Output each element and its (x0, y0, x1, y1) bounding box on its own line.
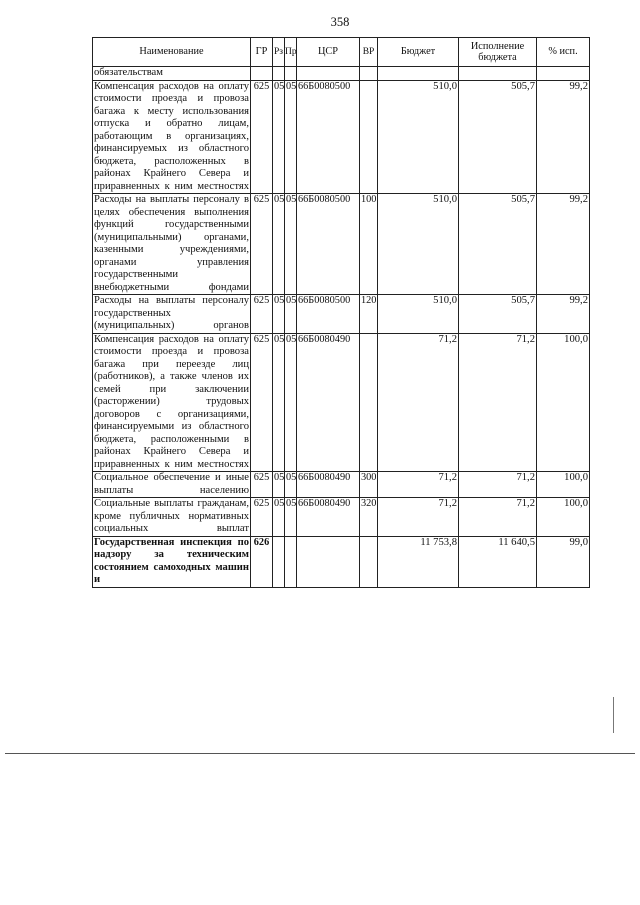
table-row (93, 498, 590, 537)
row-vr (360, 80, 378, 194)
row-name: Расходы на выплаты персоналу государственных (муниципальных) органов (94, 295, 249, 331)
row-percent: 99,2 (537, 295, 590, 334)
row-rz: 05 (273, 333, 285, 472)
table-row (93, 194, 590, 295)
header-name: Наименование (93, 38, 251, 67)
row-name: Государственная инспекция по надзору за техническим состоянием самоходных машин и (94, 536, 249, 585)
row-percent: 99,2 (537, 194, 590, 295)
row-csr (297, 67, 360, 81)
table-row (93, 333, 590, 472)
row-csr (297, 536, 360, 587)
row-execution: 11 640,5 (459, 536, 537, 587)
row-percent: 99,0 (537, 536, 590, 587)
row-vr: 120 (360, 295, 378, 334)
row-pr: 05 (285, 498, 297, 537)
row-name: Социальные выплаты гражданам, кроме публичных нормативных социальных выплат (94, 498, 249, 534)
row-csr: 66Б0080500 (297, 80, 360, 194)
row-vr: 300 (360, 472, 378, 498)
row-gr: 625 (251, 472, 273, 498)
table-header-row (93, 38, 590, 67)
row-name: Социальное обеспечение и иные выплаты населению (94, 472, 249, 496)
table-row (93, 536, 590, 587)
row-vr (360, 67, 378, 81)
row-pr: 05 (285, 194, 297, 295)
row-execution (459, 67, 537, 81)
row-pr: 05 (285, 80, 297, 194)
row-rz (273, 536, 285, 587)
row-rz: 05 (273, 295, 285, 334)
row-execution: 505,7 (459, 295, 537, 334)
row-vr (360, 536, 378, 587)
row-vr: 100 (360, 194, 378, 295)
row-name: обязательствам (93, 67, 251, 81)
row-budget (378, 67, 459, 81)
row-name: Расходы на выплаты персоналу в целях обеспечения выполнения функций государственными (муниципальными) органами, казенными учреждениями, органами управления государственными внебюджетными фондами (94, 194, 249, 293)
row-pr (285, 536, 297, 587)
row-rz: 05 (273, 472, 285, 498)
row-pr (285, 67, 297, 81)
row-gr: 625 (251, 194, 273, 295)
header-execution: Исполнение бюджета (459, 38, 537, 67)
row-budget: 510,0 (378, 80, 459, 194)
header-rz: Рз (273, 38, 285, 67)
row-execution: 71,2 (459, 472, 537, 498)
row-vr: 320 (360, 498, 378, 537)
header-gr: ГР (251, 38, 273, 67)
row-budget: 510,0 (378, 194, 459, 295)
row-pr: 05 (285, 295, 297, 334)
row-budget: 71,2 (378, 498, 459, 537)
row-execution: 71,2 (459, 498, 537, 537)
row-csr: 66Б0080490 (297, 498, 360, 537)
row-execution: 505,7 (459, 80, 537, 194)
row-budget: 71,2 (378, 472, 459, 498)
table-row (93, 295, 590, 334)
row-rz: 05 (273, 194, 285, 295)
row-budget: 11 753,8 (378, 536, 459, 587)
row-csr: 66Б0080490 (297, 333, 360, 472)
row-percent: 100,0 (537, 498, 590, 537)
header-budget: Бюджет (378, 38, 459, 67)
scan-margin-line (613, 697, 614, 733)
row-percent (537, 67, 590, 81)
page-bottom-divider (5, 753, 635, 754)
table-row (93, 472, 590, 498)
row-execution: 505,7 (459, 194, 537, 295)
row-budget: 71,2 (378, 333, 459, 472)
row-gr: 625 (251, 498, 273, 537)
row-rz: 05 (273, 498, 285, 537)
row-pr: 05 (285, 472, 297, 498)
row-gr: 625 (251, 295, 273, 334)
header-vr: ВР (360, 38, 378, 67)
row-csr: 66Б0080500 (297, 295, 360, 334)
row-csr: 66Б0080490 (297, 472, 360, 498)
row-percent: 100,0 (537, 472, 590, 498)
header-csr: ЦСР (297, 38, 360, 67)
row-execution: 71,2 (459, 333, 537, 472)
row-gr: 625 (251, 80, 273, 194)
row-percent: 99,2 (537, 80, 590, 194)
budget-execution-table (92, 37, 590, 588)
row-rz: 05 (273, 80, 285, 194)
row-gr (251, 67, 273, 81)
row-gr: 625 (251, 333, 273, 472)
row-rz (273, 67, 285, 81)
row-vr (360, 333, 378, 472)
row-percent: 100,0 (537, 333, 590, 472)
row-pr: 05 (285, 333, 297, 472)
table-row (93, 80, 590, 194)
header-percent: % исп. (537, 38, 590, 67)
row-budget: 510,0 (378, 295, 459, 334)
page-number: 358 (330, 15, 350, 29)
table-row (93, 67, 590, 81)
row-name: Компенсация расходов на оплату стоимости проезда и провоза багажа к месту использования отпуска и обратно лицам, работающим в организациях, финансируемых из областного бюджета, расположенных в районах Крайнего Севера и приравненных к ним местностях (94, 80, 249, 192)
row-csr: 66Б0080500 (297, 194, 360, 295)
row-gr: 626 (251, 536, 273, 587)
row-name: Компенсация расходов на оплату стоимости проезда и провоза багажа при переезде лиц (работников), а также членов их семей при заключении (расторжении) трудовых договоров с организациями, финансируемыми из областного бюджета, расположенными в районах Крайнего Севера и приравненных к ним местностях (94, 333, 249, 470)
header-pr: Пр (285, 38, 297, 67)
